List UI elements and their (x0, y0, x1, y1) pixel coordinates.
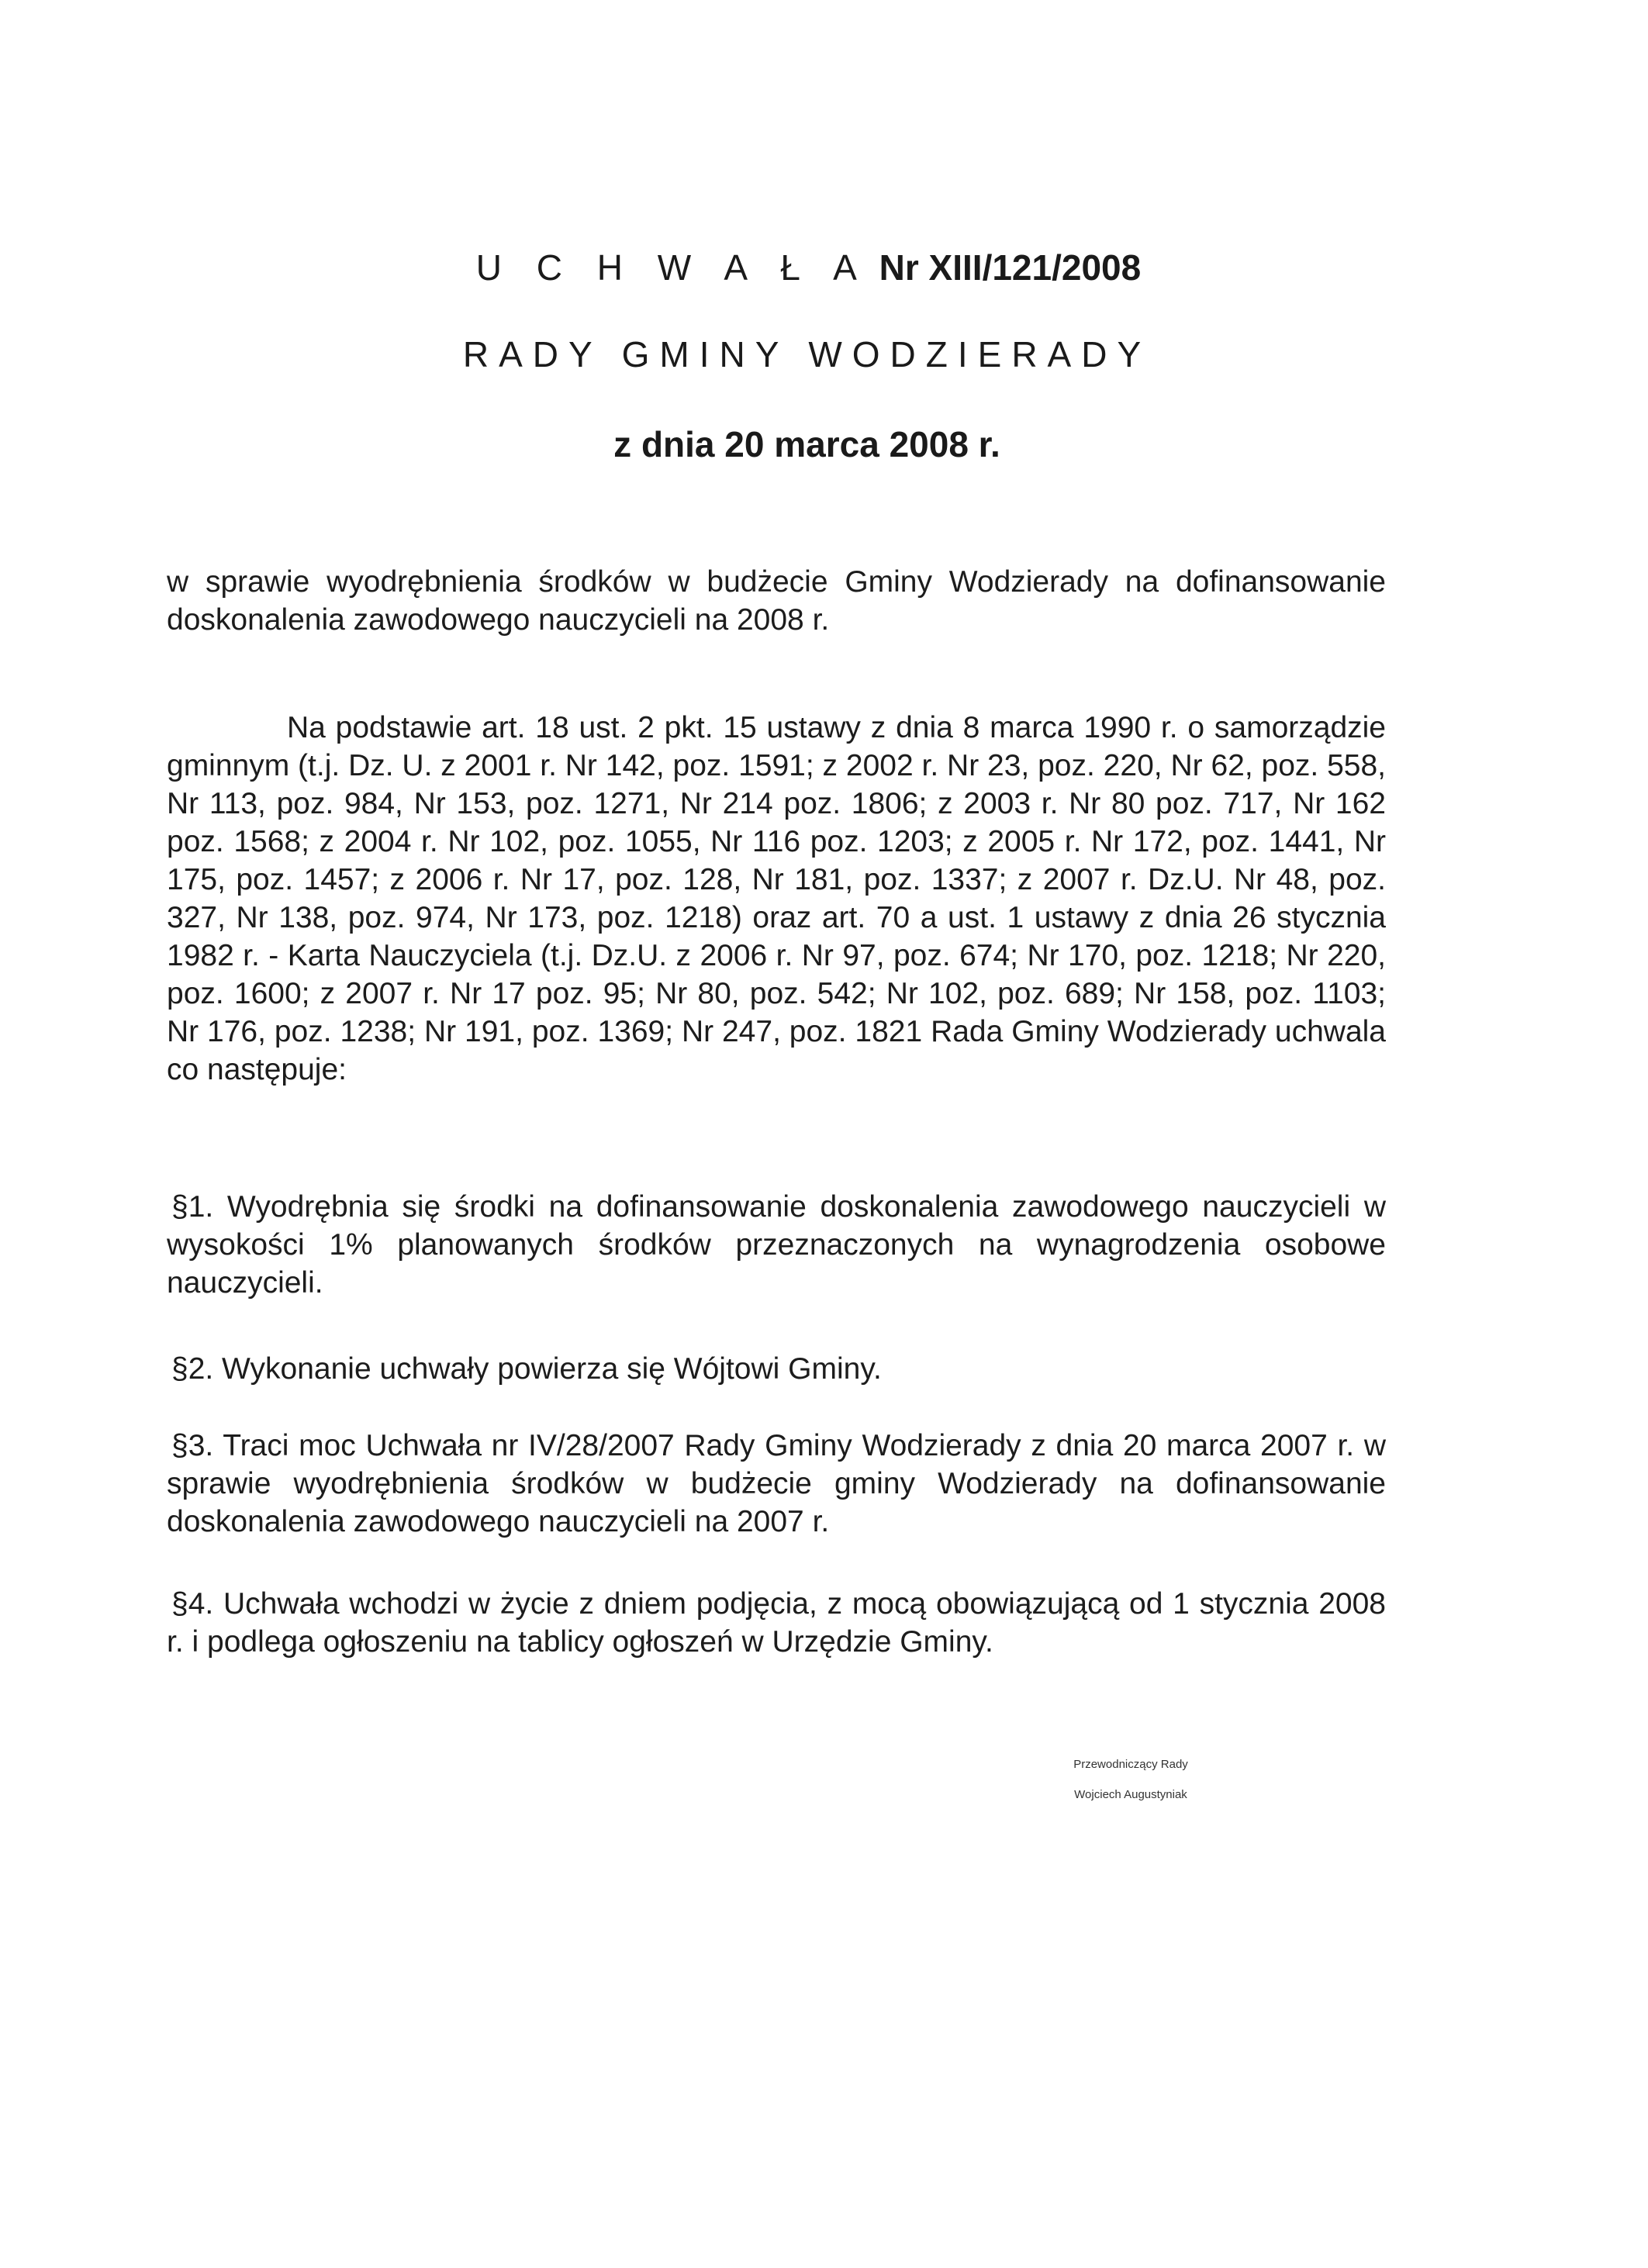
resolution-subject: w sprawie wyodrębnienia środków w budżecie Gminy Wodzierady na dofinansowanie doskonalenia zawodowego nauczycieli na 2008 r. (167, 565, 1386, 637)
resolution-date: z dnia 20 marca 2008 r. (613, 424, 1000, 464)
section-3-paragraph: §3. Traci moc Uchwała nr IV/28/2007 Rady Gminy Wodzierady z dnia 20 marca 2007 r. w sprawie wyodrębnienia środków w budżecie gminy Wodzierady na dofinansowanie doskonalenia zawodowego nauczycieli na 2007 r. (167, 1429, 1386, 1538)
council-name: RADY GMINY WODZIERADY (462, 334, 1152, 375)
section-1-paragraph: §1. Wyodrębnia się środki na dofinansowanie doskonalenia zawodowego nauczycieli w wysokości 1% planowanych środków przeznaczonych na wynagrodzenia osobowe nauczycieli. (167, 1190, 1386, 1300)
signature-name: Wojciech Augustyniak (1074, 1788, 1187, 1801)
section-2-paragraph: §2. Wykonanie uchwały powierza się Wójtowi Gminy. (171, 1352, 882, 1386)
signature-role: Przewodniczący Rady (1073, 1758, 1188, 1771)
legal-basis-paragraph: Na podstawie art. 18 ust. 2 pkt. 15 ustawy z dnia 8 marca 1990 r. o samorządzie gminnym (t.j. Dz. U. z 2001 r. Nr 142, poz. 1591; z 2002 r. Nr 23, poz. 220, Nr 62, poz. 558, Nr 113, poz. 984, Nr 153, poz. 1271, Nr 214 poz. 1806; z 2003 r. Nr 80 poz. 717, Nr 162 poz. 1568; z 2004 r. Nr 102, poz. 1055, Nr 116 poz. 1203; z 2005 r. Nr 172, poz. 1441, Nr 175, poz. 1457; z 2006 r. Nr 17, poz. 128, Nr 181, poz. 1337; z 2007 r. Dz.U. Nr 48, poz. 327, Nr 138, poz. 974, Nr 173, poz. 1218) oraz art. 70 a ust. 1 ustawy z dnia 26 stycznia 1982 r. - Karta Nauczyciela (t.j. Dz.U. z 2006 r. Nr 97, poz. 674; Nr 170, poz. 1218; Nr 220, poz. 1600; z 2007 r. Nr 17 poz. 95; Nr 80, poz. 542; Nr 102, poz. 689; Nr 158, poz. 1103; Nr 176, poz. 1238; Nr 191, poz. 1369; Nr 247, poz. 1821 Rada Gminy Wodzierady uchwala co następuje: (167, 711, 1386, 1086)
resolution-number: Nr XIII/121/2008 (879, 247, 1142, 288)
section-4-paragraph: §4. Uchwała wchodzi w życie z dniem podjęcia, z mocą obowiązującą od 1 stycznia 2008 r. i podlega ogłoszeniu na tablicy ogłoszeń w Urzędzie Gminy. (167, 1587, 1386, 1659)
resolution-title (0, 247, 1632, 288)
resolution-title-prefix: U C H W A Ł A (475, 247, 869, 288)
